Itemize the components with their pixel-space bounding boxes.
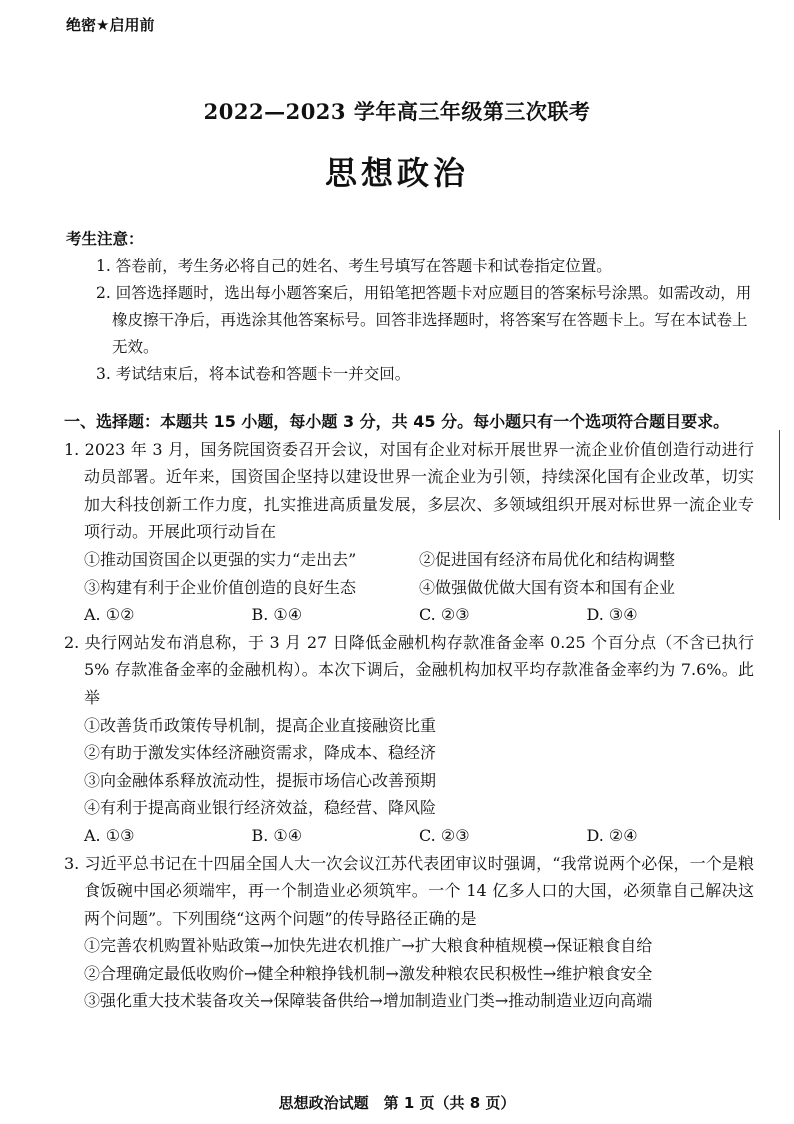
- choice-d: D. ②④: [586, 825, 638, 845]
- choice-d: D. ③④: [586, 605, 638, 625]
- questions-content: [64, 408, 754, 1015]
- question-3: [64, 850, 754, 1016]
- notice-item: 2. 回答选择题时，选出每小题答案后，用铅笔把答题卡对应题目的答案标号涂黑。如需改动，用橡皮擦干净后，再选涂其他答案标号。回答非选择题时，将答案写在答题卡上。写在本试卷上无效。: [96, 284, 752, 356]
- notice-heading: 考生注意：: [66, 230, 144, 248]
- question-1: [64, 436, 754, 629]
- statement: ③构建有利于企业价值创造的良好生态: [84, 577, 357, 597]
- statement: ④有利于提高商业银行经济效益，稳经营、降风险: [84, 798, 437, 818]
- statement: ①推动国资国企以更强的实力“走出去”: [84, 549, 357, 569]
- statement: ①改善货币政策传导机制，提高企业直接融资比重: [84, 715, 437, 735]
- section-heading: 一、选择题：本题共 15 小题，每小题 3 分，共 45 分。每小题只有一个选项符合题目要求。: [64, 412, 730, 431]
- statement: ③向金融体系释放流动性，提振市场信心改善预期: [84, 770, 437, 790]
- notice-block: [66, 226, 754, 388]
- choice-b: B. ①④: [251, 825, 303, 845]
- notice-item: 1. 答卷前，考生务必将自己的姓名、考生号填写在答题卡和试卷指定位置。: [96, 257, 612, 275]
- choice-row: [64, 822, 754, 850]
- question-stem: 2. 央行网站发布消息称，于 3 月 27 日降低金融机构存款准备金率 0.25 个百分点（不含已执行 5% 存款准备金率的金融机构）。本次下调后，金融机构加权平均存款准备金率约为 7.6%。此举: [64, 632, 754, 707]
- choice-a: A. ①③: [84, 825, 135, 845]
- question-stem: 1. 2023 年 3 月，国务院国资委召开会议，对国有企业对标开展世界一流企业价值创造行动进行动员部署。近年来，国资国企坚持以建设世界一流企业为引领，持续深化国有企业改革，切实加大科技创新工作力度，扎实推进高质量发展，多层次、多领域组织开展对标世界一流企业专项行动。开展此项行动旨在: [64, 439, 754, 542]
- statement: ②促进国有经济布局优化和结构调整: [419, 549, 676, 569]
- choice-row: [64, 601, 754, 629]
- scan-edge-line: [779, 430, 780, 520]
- choice-b: B. ①④: [251, 605, 303, 625]
- subject-title: 思想政治: [324, 154, 469, 192]
- exam-title: 2022—2023 学年高三年级第三次联考: [203, 99, 591, 124]
- statement-row: [64, 574, 754, 602]
- choice-c: C. ②③: [419, 825, 470, 845]
- secret-label: 绝密★启用前: [66, 16, 155, 34]
- notice-item: 3. 考试结束后，将本试卷和答题卡一并交回。: [96, 365, 411, 383]
- statement: ③强化重大技术装备攻关→保障装备供给→增加制造业门类→推动制造业迈向高端: [84, 991, 653, 1011]
- statement: ②有助于激发实体经济融资需求，降成本、稳经济: [84, 743, 437, 763]
- statement: ④做强做优做大国有资本和国有企业: [419, 577, 676, 597]
- statement-row: [64, 546, 754, 574]
- choice-c: C. ②③: [419, 605, 470, 625]
- statement: ②合理确定最低收购价→健全种粮挣钱机制→激发种粮农民积极性→维护粮食安全: [84, 963, 653, 983]
- statement: ①完善农机购置补贴政策→加快先进农机推广→扩大粮食种植规模→保证粮食自给: [84, 936, 653, 956]
- question-2: [64, 629, 754, 850]
- question-stem: 3. 习近平总书记在十四届全国人大一次会议江苏代表团审议时强调，“我常说两个必保，一个是粮食饭碗中国必须端牢，再一个制造业必须筑牢。一个 14 亿多人口的大国，必须靠自己解决这两个问题”。下列围绕“这两个问题”的传导路径正确的是: [64, 853, 754, 928]
- choice-a: A. ①②: [84, 605, 135, 625]
- page-footer: 思想政治试题 第 1 页（共 8 页）: [278, 1094, 516, 1112]
